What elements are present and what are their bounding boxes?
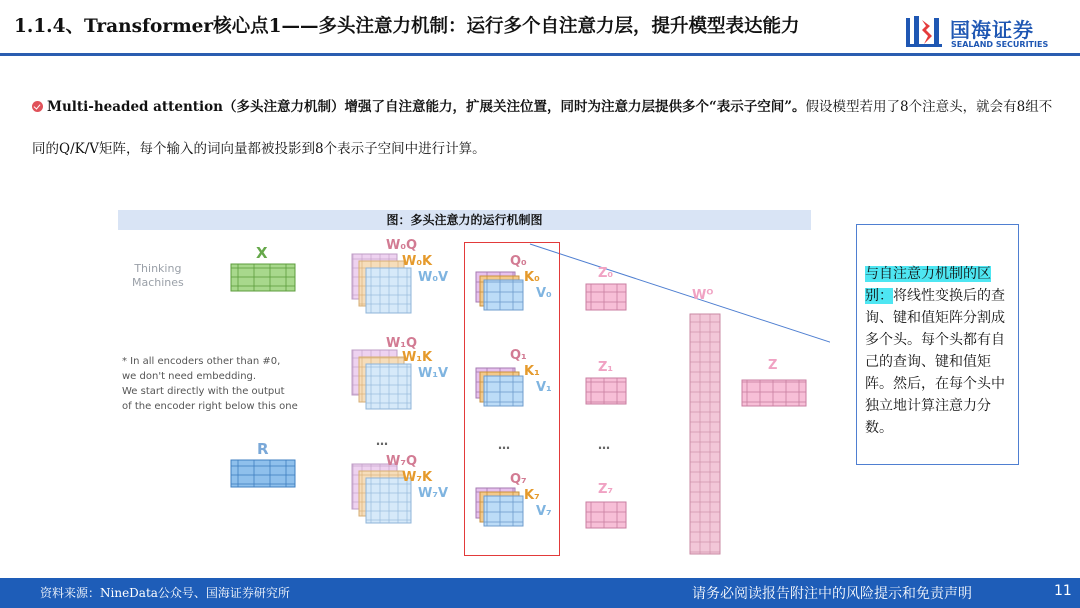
ellipsis-z: … [598, 438, 610, 452]
encoder-note: * In all encoders other than #0, we don't need embedding. We start directly with the output of the encoder right below this one [122, 356, 298, 412]
callout-highlight: 与自注意力机制的区别： [865, 266, 991, 304]
k7-label: K₇ [524, 488, 540, 503]
ellipsis-weights: … [376, 434, 388, 448]
ellipsis-qkv: … [498, 438, 510, 452]
difference-callout [856, 224, 1019, 465]
intro-rest: 假设模型若用了8个注意头，就会有8组不同的Q/K/V矩阵，每个输入的词向量都被投影到8个表示子空间中进行计算。 [32, 99, 1053, 157]
k0-label: K₀ [524, 270, 540, 285]
slide-footer [0, 578, 1080, 608]
page-title: 1.1.4、Transformer核心点1——多头注意力机制：运行多个自注意力层，提升模型表达能力 [14, 16, 800, 37]
v0-label: V₀ [536, 286, 552, 301]
page-number: 11 [1054, 583, 1072, 599]
w0k-label: W₀K [402, 254, 433, 269]
slide-header [0, 0, 1080, 56]
w7q-label: W₇Q [386, 454, 418, 469]
q0-label: Q₀ [510, 254, 527, 269]
check-bullet-icon [32, 101, 43, 112]
q1-label: Q₁ [510, 348, 527, 363]
callout-text: 将线性变换后的查询、键和值矩阵分割成多个头。每个头都有自己的查询、键和值矩阵。然后，在每个头中独立地计算注意力分数。 [865, 288, 1005, 436]
z7-label: Z₇ [598, 482, 614, 497]
wo-matrix [690, 314, 720, 554]
intro-term: Multi-headed attention（多头注意力机制）增强了自注意能力，扩展关注位置，同时为注意力层提供多个“表示子空间”。 [47, 99, 806, 115]
q7-label: Q₇ [510, 472, 527, 487]
z-output-matrix [742, 380, 806, 406]
disclaimer: 请务必阅读报告附注中的风险提示和免责声明 [692, 586, 972, 602]
w0v-label: W₀V [418, 270, 449, 285]
w7k-label: W₇K [402, 470, 433, 485]
company-logo [906, 14, 1066, 50]
w0q-label: W₀Q [386, 238, 418, 253]
k1-label: K₁ [524, 364, 540, 379]
z7-matrix [586, 502, 626, 528]
x-label: X [256, 244, 268, 262]
figure-caption: 图：多头注意力的运行机制图 [118, 210, 811, 230]
multihead-attention-diagram [110, 232, 830, 572]
v1-label: V₁ [536, 380, 552, 395]
v7-label: V₇ [536, 504, 552, 519]
w1k-label: W₁K [402, 350, 433, 365]
x-matrix [231, 264, 295, 291]
thinking-machines-label: Thinking Machines [132, 262, 184, 289]
z1-label: Z₁ [598, 360, 614, 375]
callout-arrow [530, 244, 830, 350]
sealand-logo-icon [906, 16, 942, 48]
r-matrix [231, 460, 295, 487]
w1v-label: W₁V [418, 366, 449, 381]
z0-label: Z₀ [598, 266, 614, 281]
logo-english-name: SEALAND SECURITIES [951, 40, 1049, 49]
z0-matrix [586, 284, 626, 310]
intro-paragraph [32, 86, 1057, 170]
z-output-label: Z [768, 358, 778, 373]
header-divider [0, 53, 1080, 56]
w7v-label: W₇V [418, 486, 449, 501]
logo-chinese-name: 国海证券 [950, 18, 1034, 42]
wo-label: Wᴼ [692, 288, 714, 303]
w1q-label: W₁Q [386, 336, 418, 351]
z1-matrix [586, 378, 626, 404]
r-label: R [257, 440, 269, 458]
source-note: 资料来源：NineData公众号、国海证券研究所 [40, 586, 290, 600]
